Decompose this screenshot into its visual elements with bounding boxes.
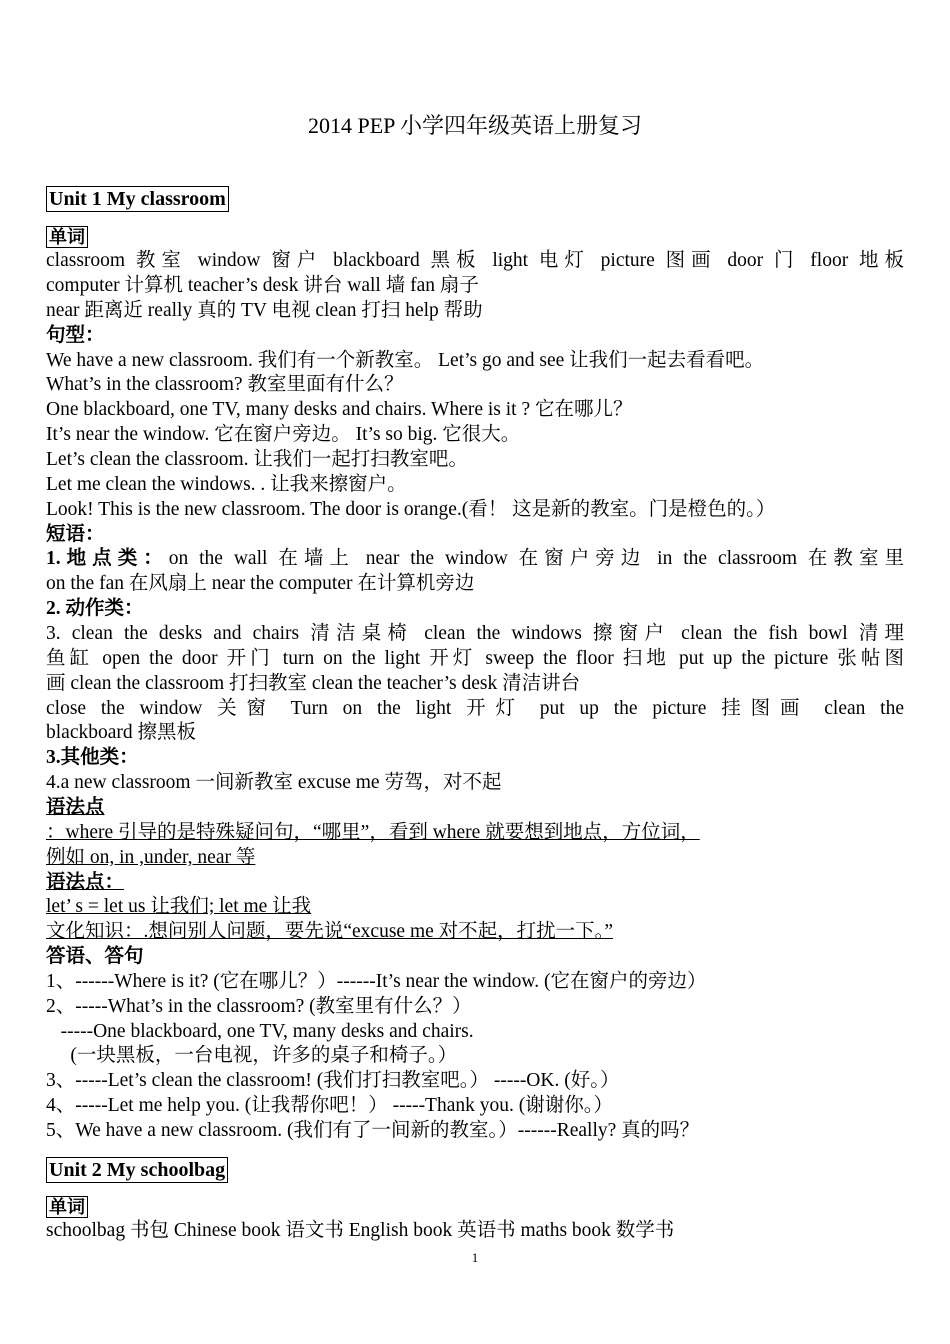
vocab-line-2: computer 计算机 teacher’s desk 讲台 wall 墙 fan 扇子 xyxy=(46,275,479,296)
sentence-6: Let me clean the windows. . 让我来擦窗户。 xyxy=(46,474,407,495)
action-line-2: 鱼缸 open the door 开门 turn on the light 开灯 sweep the floor 扫地 put up the picture 张帖图 xyxy=(46,648,904,669)
qa-line-4: (一块黑板，一台电视，许多的桌子和椅子。） xyxy=(46,1045,458,1066)
sentence-3: One blackboard, one TV, many desks and chairs. Where is it ? 它在哪儿？ xyxy=(46,399,633,420)
qa-line-1: 1、------Where is it? (它在哪儿？）------It’s near the window. (它在窗户的旁边） xyxy=(46,971,707,992)
qa-label: 答语、答句 xyxy=(46,946,144,967)
sentence-7: Look! This is the new classroom. The door is orange.(看！ 这是新的教室。门是橙色的。） xyxy=(46,499,776,520)
grammar-label: 语法点 xyxy=(46,797,105,818)
unit1-vocab-label: 单词 xyxy=(46,226,88,248)
place-line-1-text: on the wall 在墙上 near the window 在窗户旁边 in the classroom 在教室里 xyxy=(168,548,904,569)
sentence-5: Let’s clean the classroom. 让我们一起打扫教室吧。 xyxy=(46,449,468,470)
page-number: 1 xyxy=(471,1250,479,1265)
unit2-vocab-line: schoolbag 书包 Chinese book 语文书 English book 英语书 maths book 数学书 xyxy=(46,1220,675,1241)
place-line-1 xyxy=(46,547,904,572)
page-title: 2014 PEP 小学四年级英语上册复习 xyxy=(307,113,643,138)
qa-line-7: 5、We have a new classroom. (我们有了一间新的教室。）------Really? 真的吗？ xyxy=(46,1120,700,1141)
sentence-1: We have a new classroom. 我们有一个新教室。 Let’s go and see 让我们一起去看看吧。 xyxy=(46,350,765,371)
vocab-line-1: classroom 教室 window 窗户 blackboard 黑板 light 电灯 picture 图画 door 门 floor 地板 xyxy=(46,250,904,271)
grammar2-label: 语法点： xyxy=(46,872,125,893)
action-line-1: 3. clean the desks and chairs 清洁桌椅 clean the windows 擦窗户 clean the fish bowl 清理 xyxy=(46,623,904,644)
grammar-line-1: ：where 引导的是特殊疑问句，“哪里”，看到 where 就要想到地点，方位词， xyxy=(46,822,700,843)
phrases-label: 短语： xyxy=(46,524,105,545)
grammar2-line: let’ s = let us 让我们; let me 让我 xyxy=(46,896,312,917)
action-label: 2. 动作类： xyxy=(46,598,144,619)
unit2-heading: Unit 2 My schoolbag xyxy=(46,1157,228,1183)
sentence-2: What’s in the classroom? 教室里面有什么？ xyxy=(46,374,404,395)
unit1-heading: Unit 1 My classroom xyxy=(46,186,229,212)
action-line-4: close the window 关窗 Turn on the light 开灯 put up the picture 挂图画 clean the xyxy=(46,698,904,719)
other-line: 4.a new classroom 一间新教室 excuse me 劳驾，对不起 xyxy=(46,772,502,793)
sentence-4: It’s near the window. 它在窗户旁边。 It’s so big. 它很大。 xyxy=(46,424,521,445)
place-label: 1.地点类： xyxy=(46,548,169,569)
unit2-vocab-label: 单词 xyxy=(46,1196,88,1218)
action-line-3: 画 clean the classroom 打扫教室 clean the teacher’s desk 清洁讲台 xyxy=(46,673,581,694)
qa-line-5: 3、-----Let’s clean the classroom! (我们打扫教室吧。） -----OK. (好。） xyxy=(46,1070,620,1091)
qa-line-2: 2、-----What’s in the classroom? (教室里有什么？） xyxy=(46,996,472,1017)
action-line-5: blackboard 擦黑板 xyxy=(46,722,197,743)
qa-line-6: 4、-----Let me help you. (让我帮你吧！） -----Thank you. (谢谢你。） xyxy=(46,1095,613,1116)
vocab-line-3: near 距离近 really 真的 TV 电视 clean 打扫 help 帮助 xyxy=(46,300,483,321)
sentences-label: 句型： xyxy=(46,325,105,346)
place-line-2: on the fan 在风扇上 near the computer 在计算机旁边 xyxy=(46,573,475,594)
culture-line: 文化知识：.想问别人问题，要先说“excuse me 对不起，打扰一下。” xyxy=(46,921,614,942)
grammar-line-2: 例如 on, in ,under, near 等 xyxy=(46,847,256,868)
qa-line-3: -----One blackboard, one TV, many desks and chairs. xyxy=(46,1021,474,1042)
other-label: 3.其他类： xyxy=(46,747,139,768)
